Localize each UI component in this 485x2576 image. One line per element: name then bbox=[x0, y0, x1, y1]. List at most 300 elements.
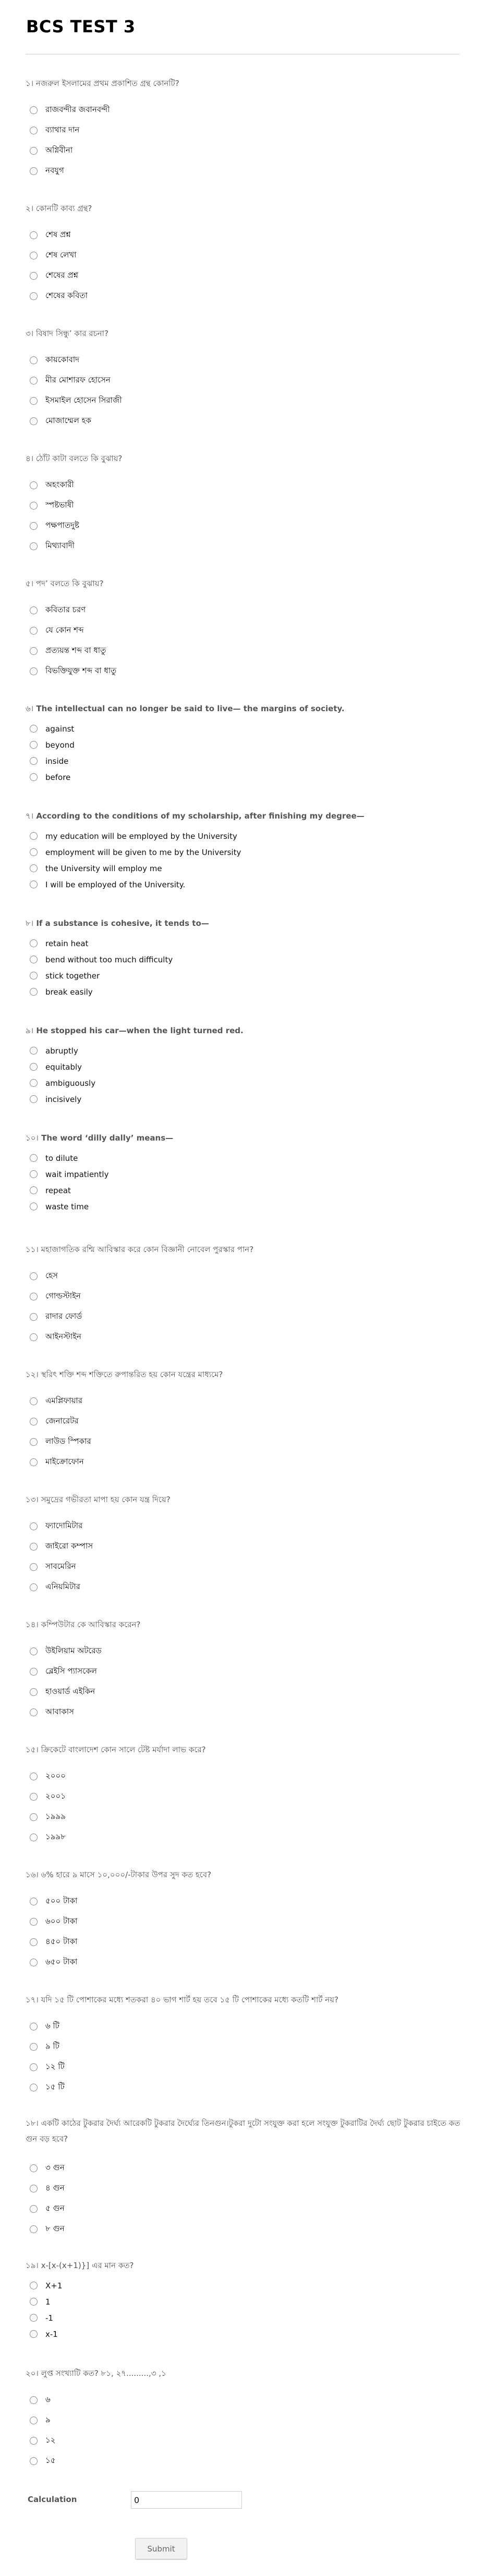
answer-option[interactable] bbox=[26, 100, 459, 120]
question-label bbox=[26, 2260, 459, 2271]
option-label[interactable]: বিভক্তিযুক্ত শব্দ বা ধাতু bbox=[45, 666, 117, 675]
question-label bbox=[26, 203, 459, 214]
option-label[interactable]: break easily bbox=[45, 987, 93, 997]
answer-option[interactable] bbox=[26, 1266, 459, 1286]
radio-button[interactable] bbox=[30, 741, 38, 749]
answer-option[interactable] bbox=[26, 1577, 459, 1597]
answer-option[interactable] bbox=[26, 641, 459, 661]
answer-option[interactable] bbox=[26, 120, 459, 141]
radio-button[interactable] bbox=[30, 1813, 38, 1821]
option-label[interactable]: লাউড স্পিকার bbox=[45, 1436, 91, 1446]
question-number: ১৯। bbox=[26, 2261, 39, 2270]
radio-button[interactable] bbox=[30, 725, 38, 733]
question-number: ৬। bbox=[26, 704, 34, 713]
option-label[interactable]: ১২ bbox=[45, 2435, 56, 2445]
answer-option[interactable] bbox=[26, 876, 459, 893]
question-label bbox=[26, 1494, 459, 1505]
radio-button[interactable] bbox=[30, 2043, 38, 2051]
radio-button[interactable] bbox=[30, 2023, 38, 2030]
radio-button[interactable] bbox=[30, 292, 38, 300]
option-label[interactable]: ১৯৯৯ bbox=[45, 1812, 66, 1821]
option-label[interactable]: ব্লেইসি প্যাসকেল bbox=[45, 1666, 97, 1676]
option-label[interactable]: ১৫ bbox=[45, 2456, 56, 2465]
radio-button[interactable] bbox=[30, 627, 38, 635]
answer-option[interactable] bbox=[26, 860, 459, 876]
radio-button[interactable] bbox=[30, 2282, 38, 2289]
radio-button[interactable] bbox=[30, 1170, 38, 1178]
option-label[interactable]: অহংকারী bbox=[45, 480, 74, 489]
radio-button[interactable] bbox=[30, 2314, 38, 2322]
radio-button[interactable] bbox=[30, 1438, 38, 1446]
radio-button[interactable] bbox=[30, 606, 38, 614]
option-label[interactable]: ২০০০ bbox=[45, 1771, 66, 1780]
option-label[interactable]: ৪ গুন bbox=[45, 2183, 65, 2193]
option-label[interactable]: ambiguously bbox=[45, 1078, 96, 1088]
answer-option[interactable] bbox=[26, 753, 459, 769]
option-label[interactable]: আইনস্টাইন bbox=[45, 1332, 81, 1341]
answer-option[interactable] bbox=[26, 2451, 459, 2471]
answer-option[interactable] bbox=[26, 1307, 459, 1327]
answer-option[interactable] bbox=[26, 1182, 459, 1198]
answer-option[interactable] bbox=[26, 1641, 459, 1662]
question-text: x-[x-(x+1)}] এর মান কত? bbox=[41, 2261, 134, 2270]
answer-option[interactable] bbox=[26, 1327, 459, 1347]
radio-button[interactable] bbox=[30, 1543, 38, 1551]
question-number: ১৫। bbox=[26, 1745, 39, 1754]
option-label[interactable]: নবযুগ bbox=[45, 166, 64, 175]
answer-option[interactable] bbox=[26, 245, 459, 266]
radio-button[interactable] bbox=[30, 1458, 38, 1466]
option-label[interactable]: waste time bbox=[45, 1202, 89, 1211]
option-label[interactable]: এমপ্লিফায়ার bbox=[45, 1396, 83, 1405]
option-label[interactable]: শেষ লেখা bbox=[45, 250, 77, 259]
radio-button[interactable] bbox=[30, 2185, 38, 2193]
answer-option[interactable] bbox=[26, 496, 459, 516]
option-label[interactable]: মাইক্রোফোন bbox=[45, 1457, 84, 1466]
answer-option[interactable] bbox=[26, 2057, 459, 2077]
option-label[interactable]: উইলিয়াম অটরেড bbox=[45, 1646, 102, 1655]
radio-button[interactable] bbox=[30, 1793, 38, 1801]
option-list bbox=[26, 1391, 459, 1472]
option-label[interactable]: আবাকাস bbox=[45, 1707, 74, 1716]
question-16 bbox=[26, 1869, 459, 1973]
answer-option[interactable] bbox=[26, 1043, 459, 1059]
question-label bbox=[26, 2368, 459, 2379]
radio-button[interactable] bbox=[30, 972, 38, 980]
radio-button[interactable] bbox=[30, 272, 38, 280]
answer-option[interactable] bbox=[26, 2178, 459, 2199]
answer-option[interactable] bbox=[26, 2431, 459, 2451]
radio-button[interactable] bbox=[30, 417, 38, 425]
radio-button[interactable] bbox=[30, 167, 38, 175]
answer-option[interactable] bbox=[26, 1766, 459, 1787]
submit-button[interactable]: Submit bbox=[135, 2538, 187, 2559]
radio-button[interactable] bbox=[30, 2164, 38, 2172]
question-18 bbox=[26, 2115, 459, 2239]
option-label[interactable]: এনিয়মিটার bbox=[45, 1582, 80, 1591]
radio-button[interactable] bbox=[30, 1397, 38, 1405]
radio-button[interactable] bbox=[30, 397, 38, 405]
answer-option[interactable] bbox=[26, 1150, 459, 1166]
option-label[interactable]: the University will employ me bbox=[45, 863, 162, 873]
option-label[interactable]: হাওয়ার্ড এইকিন bbox=[45, 1687, 95, 1696]
option-label[interactable]: ব্যাথার দান bbox=[45, 125, 80, 134]
answer-option[interactable] bbox=[26, 1912, 459, 1932]
answer-option[interactable] bbox=[26, 370, 459, 391]
radio-button[interactable] bbox=[30, 1938, 38, 1946]
radio-button[interactable] bbox=[30, 2396, 38, 2404]
option-label[interactable]: equitably bbox=[45, 1062, 82, 1072]
radio-button[interactable] bbox=[30, 2084, 38, 2091]
option-label[interactable]: incisively bbox=[45, 1094, 82, 1104]
answer-option[interactable] bbox=[26, 1452, 459, 1472]
option-label[interactable]: beyond bbox=[45, 740, 75, 750]
option-label[interactable]: জেনারেটর bbox=[45, 1416, 79, 1426]
radio-button[interactable] bbox=[30, 1648, 38, 1655]
radio-button[interactable] bbox=[30, 377, 38, 385]
option-label[interactable]: before bbox=[45, 772, 71, 782]
question-text: সমুদ্রের গভীরতা মাপা হয় কোন যন্ত্র দিয়ে? bbox=[41, 1495, 171, 1504]
answer-option[interactable] bbox=[26, 1516, 459, 1537]
answer-option[interactable] bbox=[26, 266, 459, 286]
option-list bbox=[26, 350, 459, 431]
option-label[interactable]: ১৯৯৮ bbox=[45, 1832, 66, 1841]
option-label[interactable]: employment will be given to me by the University bbox=[45, 847, 241, 857]
answer-option[interactable] bbox=[26, 600, 459, 621]
answer-option[interactable] bbox=[26, 968, 459, 984]
question-text: একটি কাঠের টুকরার দৈর্ঘ্য আরেকটি টুকরার দৈর্ঘ্যের তিনগুন।টুকরা দুটো সংযুক্ত করা হলে সংযুক্ত টুকরাটির দৈর্ঘ্য ছোট টুকরার চাইতে কত গুন বড় হবে? bbox=[26, 2119, 460, 2144]
radio-button[interactable] bbox=[30, 231, 38, 239]
option-label[interactable]: bend without too much difficulty bbox=[45, 955, 173, 964]
radio-button[interactable] bbox=[30, 1668, 38, 1676]
option-label[interactable]: ৪৫০ টাকা bbox=[45, 1937, 78, 1946]
radio-button[interactable] bbox=[30, 881, 38, 888]
option-label[interactable]: মোজাম্মেল হক bbox=[45, 416, 92, 425]
option-label[interactable]: against bbox=[45, 724, 75, 734]
question-text: যদি ১৫ টি পোশাকের মধ্যে শতকরা ৪০ ভাগ শার্ট হয় তবে ১৫ টি পোশাকের মধ্যে কতটি শার্ট নয়? bbox=[41, 1995, 339, 2004]
option-label[interactable]: শেষ প্রশ্ন bbox=[45, 230, 71, 239]
radio-button[interactable] bbox=[30, 106, 38, 114]
option-label[interactable]: রাদার ফোর্ড bbox=[45, 1311, 82, 1321]
question-number: ৮। bbox=[26, 919, 34, 928]
answer-option[interactable] bbox=[26, 1682, 459, 1702]
answer-option[interactable] bbox=[26, 1662, 459, 1682]
option-label[interactable]: পক্ষপাতদুষ্ট bbox=[45, 521, 79, 530]
option-label[interactable]: শেষের প্রশ্ন bbox=[45, 270, 78, 280]
option-label[interactable]: ৬ টি bbox=[45, 2021, 59, 2030]
answer-option[interactable] bbox=[26, 2077, 459, 2098]
question-label bbox=[26, 78, 459, 89]
radio-button[interactable] bbox=[30, 1898, 38, 1905]
radio-button[interactable] bbox=[30, 1186, 38, 1194]
radio-button[interactable] bbox=[30, 522, 38, 530]
answer-option[interactable] bbox=[26, 1059, 459, 1075]
question-number: ১৮। bbox=[26, 2119, 39, 2128]
answer-option[interactable] bbox=[26, 951, 459, 968]
question-6 bbox=[26, 703, 459, 785]
question-text: ঠোঁট কাটা বলতে কি বুঝায়? bbox=[35, 454, 123, 463]
option-label[interactable]: ফ্যাদোমিটার bbox=[45, 1521, 83, 1530]
radio-button[interactable] bbox=[30, 2457, 38, 2465]
answer-option[interactable] bbox=[26, 2326, 459, 2342]
answer-option[interactable] bbox=[26, 391, 459, 411]
radio-button[interactable] bbox=[30, 1918, 38, 1926]
answer-option[interactable] bbox=[26, 2016, 459, 2037]
question-text: If a substance is cohesive, it tends to— bbox=[36, 919, 209, 928]
radio-button[interactable] bbox=[30, 1095, 38, 1103]
option-list bbox=[26, 828, 459, 893]
answer-option[interactable] bbox=[26, 516, 459, 536]
question-label bbox=[26, 1369, 459, 1380]
question-number: ১৩। bbox=[26, 1495, 39, 1504]
option-label[interactable]: ৫০০ টাকা bbox=[45, 1896, 78, 1905]
radio-button[interactable] bbox=[30, 1688, 38, 1696]
question-14 bbox=[26, 1619, 459, 1723]
option-label[interactable]: ৫ গুন bbox=[45, 2203, 65, 2213]
option-label[interactable]: অগ্নিবীনা bbox=[45, 145, 73, 155]
question-text: The word ‘dilly dally’ means— bbox=[41, 1133, 174, 1143]
option-label[interactable]: ৯ টি bbox=[45, 2041, 59, 2051]
option-label[interactable]: I will be employed of the University. bbox=[45, 880, 186, 889]
answer-option[interactable] bbox=[26, 141, 459, 161]
option-label[interactable]: ৬ bbox=[45, 2395, 51, 2404]
option-label[interactable]: মিথ্যাবাদী bbox=[45, 541, 75, 550]
answer-option[interactable] bbox=[26, 1557, 459, 1577]
option-label[interactable]: প্রত্যয়ন্ত শব্দ বা ধাতু bbox=[45, 646, 106, 655]
option-label[interactable]: X+1 bbox=[45, 2281, 63, 2290]
answer-option[interactable] bbox=[26, 1827, 459, 1848]
option-label[interactable]: ৬০০ টাকা bbox=[45, 1916, 78, 1926]
radio-button[interactable] bbox=[30, 481, 38, 489]
option-label[interactable]: জাইরো কম্পাস bbox=[45, 1541, 93, 1551]
question-20 bbox=[26, 2368, 459, 2471]
option-label[interactable]: to dilute bbox=[45, 1153, 78, 1163]
answer-option[interactable] bbox=[26, 828, 459, 844]
question-label bbox=[26, 1244, 459, 1255]
answer-option[interactable] bbox=[26, 1807, 459, 1827]
radio-button[interactable] bbox=[30, 1047, 38, 1055]
radio-button[interactable] bbox=[30, 2330, 38, 2338]
answer-option[interactable] bbox=[26, 2277, 459, 2294]
radio-button[interactable] bbox=[30, 864, 38, 872]
answer-option[interactable] bbox=[26, 2294, 459, 2310]
answer-option[interactable] bbox=[26, 1932, 459, 1952]
radio-button[interactable] bbox=[30, 1773, 38, 1780]
answer-option[interactable] bbox=[26, 1787, 459, 1807]
answer-option[interactable] bbox=[26, 935, 459, 951]
radio-button[interactable] bbox=[30, 1522, 38, 1530]
radio-button[interactable] bbox=[30, 2225, 38, 2233]
option-list bbox=[26, 935, 459, 1000]
option-label[interactable]: শেষের কবিতা bbox=[45, 291, 88, 300]
question-label bbox=[26, 1619, 459, 1630]
option-list bbox=[26, 1766, 459, 1848]
radio-button[interactable] bbox=[30, 356, 38, 364]
option-label[interactable]: inside bbox=[45, 756, 69, 766]
question-text: পদ’ বলতে কি বুঝায়? bbox=[35, 579, 104, 588]
option-label[interactable]: কবিতার চরণ bbox=[45, 605, 86, 614]
answer-option[interactable] bbox=[26, 2219, 459, 2239]
radio-button[interactable] bbox=[30, 252, 38, 259]
option-list bbox=[26, 100, 459, 181]
radio-button[interactable] bbox=[30, 127, 38, 134]
option-label[interactable]: গোল্ডস্টাইন bbox=[45, 1291, 81, 1301]
radio-button[interactable] bbox=[30, 757, 38, 765]
calculation-input[interactable] bbox=[131, 2491, 242, 2509]
question-number: ২। bbox=[26, 204, 34, 213]
radio-button[interactable] bbox=[30, 2063, 38, 2071]
question-number: ১৭। bbox=[26, 1995, 39, 2004]
radio-button[interactable] bbox=[30, 1313, 38, 1321]
radio-button[interactable] bbox=[30, 956, 38, 963]
radio-button[interactable] bbox=[30, 1959, 38, 1966]
answer-option[interactable] bbox=[26, 2310, 459, 2326]
radio-button[interactable] bbox=[30, 502, 38, 510]
answer-option[interactable] bbox=[26, 1411, 459, 1432]
option-label[interactable]: ৬৫০ টাকা bbox=[45, 1957, 78, 1966]
radio-button[interactable] bbox=[30, 1272, 38, 1280]
radio-button[interactable] bbox=[30, 147, 38, 155]
radio-button[interactable] bbox=[30, 542, 38, 550]
question-text: মহাজাগতিক রশ্মি আবিস্কার করে কোন বিজ্ঞানী নোবেল পুরস্কার পান? bbox=[41, 1245, 254, 1254]
answer-option[interactable] bbox=[26, 1166, 459, 1182]
answer-option[interactable] bbox=[26, 286, 459, 306]
radio-button[interactable] bbox=[30, 667, 38, 675]
answer-option[interactable] bbox=[26, 2199, 459, 2219]
option-label[interactable]: my education will be employed by the University bbox=[45, 831, 237, 841]
option-label[interactable]: 1 bbox=[45, 2297, 51, 2307]
question-13 bbox=[26, 1494, 459, 1597]
answer-option[interactable] bbox=[26, 1537, 459, 1557]
question-number: ১। bbox=[26, 79, 34, 88]
question-text: According to the conditions of my scholarship, after finishing my degree— bbox=[36, 811, 365, 821]
radio-button[interactable] bbox=[30, 2417, 38, 2424]
answer-option[interactable] bbox=[26, 1198, 459, 1215]
radio-button[interactable] bbox=[30, 1418, 38, 1426]
radio-button[interactable] bbox=[30, 1563, 38, 1571]
radio-button[interactable] bbox=[30, 2437, 38, 2445]
option-list bbox=[26, 1150, 459, 1215]
option-label[interactable]: মীর মোশারফ হোসেন bbox=[45, 375, 111, 385]
option-label[interactable]: stick together bbox=[45, 971, 100, 981]
question-7 bbox=[26, 811, 459, 893]
radio-button[interactable] bbox=[30, 2298, 38, 2306]
question-4 bbox=[26, 453, 459, 556]
answer-option[interactable] bbox=[26, 844, 459, 860]
option-label[interactable]: ২০০১ bbox=[45, 1791, 66, 1801]
radio-button[interactable] bbox=[30, 1708, 38, 1716]
answer-option[interactable] bbox=[26, 984, 459, 1000]
option-list bbox=[26, 1891, 459, 1973]
answer-option[interactable] bbox=[26, 2390, 459, 2410]
radio-button[interactable] bbox=[30, 1203, 38, 1210]
answer-option[interactable] bbox=[26, 225, 459, 245]
answer-option[interactable] bbox=[26, 1391, 459, 1411]
option-list bbox=[26, 2158, 459, 2239]
question-number: ১৪। bbox=[26, 1620, 39, 1629]
question-8 bbox=[26, 918, 459, 1000]
answer-option[interactable] bbox=[26, 769, 459, 785]
answer-option[interactable] bbox=[26, 161, 459, 181]
radio-button[interactable] bbox=[30, 773, 38, 781]
radio-button[interactable] bbox=[30, 988, 38, 996]
radio-button[interactable] bbox=[30, 2205, 38, 2213]
option-label[interactable]: repeat bbox=[45, 1185, 71, 1195]
answer-option[interactable] bbox=[26, 721, 459, 737]
question-text: কোনটি কাব্য গ্রন্থ? bbox=[35, 204, 92, 213]
answer-option[interactable] bbox=[26, 2037, 459, 2057]
answer-option[interactable] bbox=[26, 621, 459, 641]
radio-button[interactable] bbox=[30, 1063, 38, 1071]
option-label[interactable]: ৯ bbox=[45, 2415, 51, 2424]
answer-option[interactable] bbox=[26, 2158, 459, 2178]
option-label[interactable]: ৮ গুন bbox=[45, 2224, 65, 2233]
radio-button[interactable] bbox=[30, 647, 38, 655]
radio-button[interactable] bbox=[30, 832, 38, 840]
question-19 bbox=[26, 2260, 459, 2342]
answer-option[interactable] bbox=[26, 1952, 459, 1973]
radio-button[interactable] bbox=[30, 1834, 38, 1841]
option-label[interactable]: x-1 bbox=[45, 2329, 58, 2339]
answer-option[interactable] bbox=[26, 350, 459, 370]
option-label[interactable]: স্পষ্টভাষী bbox=[45, 500, 74, 510]
question-number: ৯। bbox=[26, 1026, 34, 1035]
answer-option[interactable] bbox=[26, 1286, 459, 1307]
option-label[interactable]: সাবমেরিন bbox=[45, 1562, 76, 1571]
radio-button[interactable] bbox=[30, 848, 38, 856]
answer-option[interactable] bbox=[26, 1432, 459, 1452]
question-label bbox=[26, 811, 459, 821]
answer-option[interactable] bbox=[26, 1075, 459, 1091]
option-label[interactable]: যে কোন শব্দ bbox=[45, 625, 84, 635]
answer-option[interactable] bbox=[26, 1091, 459, 1107]
answer-option[interactable] bbox=[26, 411, 459, 431]
option-label[interactable]: ১৫ টি bbox=[45, 2082, 65, 2091]
question-15 bbox=[26, 1744, 459, 1848]
question-label bbox=[26, 2115, 464, 2147]
answer-option[interactable] bbox=[26, 1891, 459, 1912]
answer-option[interactable] bbox=[26, 661, 459, 682]
title-divider bbox=[26, 54, 459, 55]
option-label[interactable]: ইসমাইল হোসেন সিরাজী bbox=[45, 395, 122, 405]
radio-button[interactable] bbox=[30, 939, 38, 947]
option-label[interactable]: retain heat bbox=[45, 938, 89, 948]
radio-button[interactable] bbox=[30, 1079, 38, 1087]
answer-option[interactable] bbox=[26, 536, 459, 556]
answer-option[interactable] bbox=[26, 737, 459, 753]
answer-option[interactable] bbox=[26, 2410, 459, 2431]
answer-option[interactable] bbox=[26, 1702, 459, 1723]
option-label[interactable]: ১২ টি bbox=[45, 2062, 65, 2071]
calculation-row bbox=[28, 2491, 247, 2509]
radio-button[interactable] bbox=[30, 1154, 38, 1162]
option-list bbox=[26, 225, 459, 306]
option-list bbox=[26, 1043, 459, 1107]
option-label[interactable]: হেস bbox=[45, 1271, 58, 1280]
option-label[interactable]: ৩ গুন bbox=[45, 2163, 65, 2172]
option-label[interactable]: wait impatiently bbox=[45, 1169, 109, 1179]
question-12 bbox=[26, 1369, 459, 1472]
radio-button[interactable] bbox=[30, 1333, 38, 1341]
option-label[interactable]: রাজবন্দীর জবানবন্দী bbox=[45, 105, 110, 114]
radio-button[interactable] bbox=[30, 1583, 38, 1591]
answer-option[interactable] bbox=[26, 475, 459, 496]
option-label[interactable]: -1 bbox=[45, 2313, 53, 2323]
question-text: ৬% হারে ৯ মাসে ১০,০০০/-টাকার উপর সুদ কত হবে? bbox=[41, 1870, 212, 1879]
option-label[interactable]: abruptly bbox=[45, 1046, 78, 1056]
option-label[interactable]: কায়কোবাদ bbox=[45, 355, 80, 364]
radio-button[interactable] bbox=[30, 1293, 38, 1301]
